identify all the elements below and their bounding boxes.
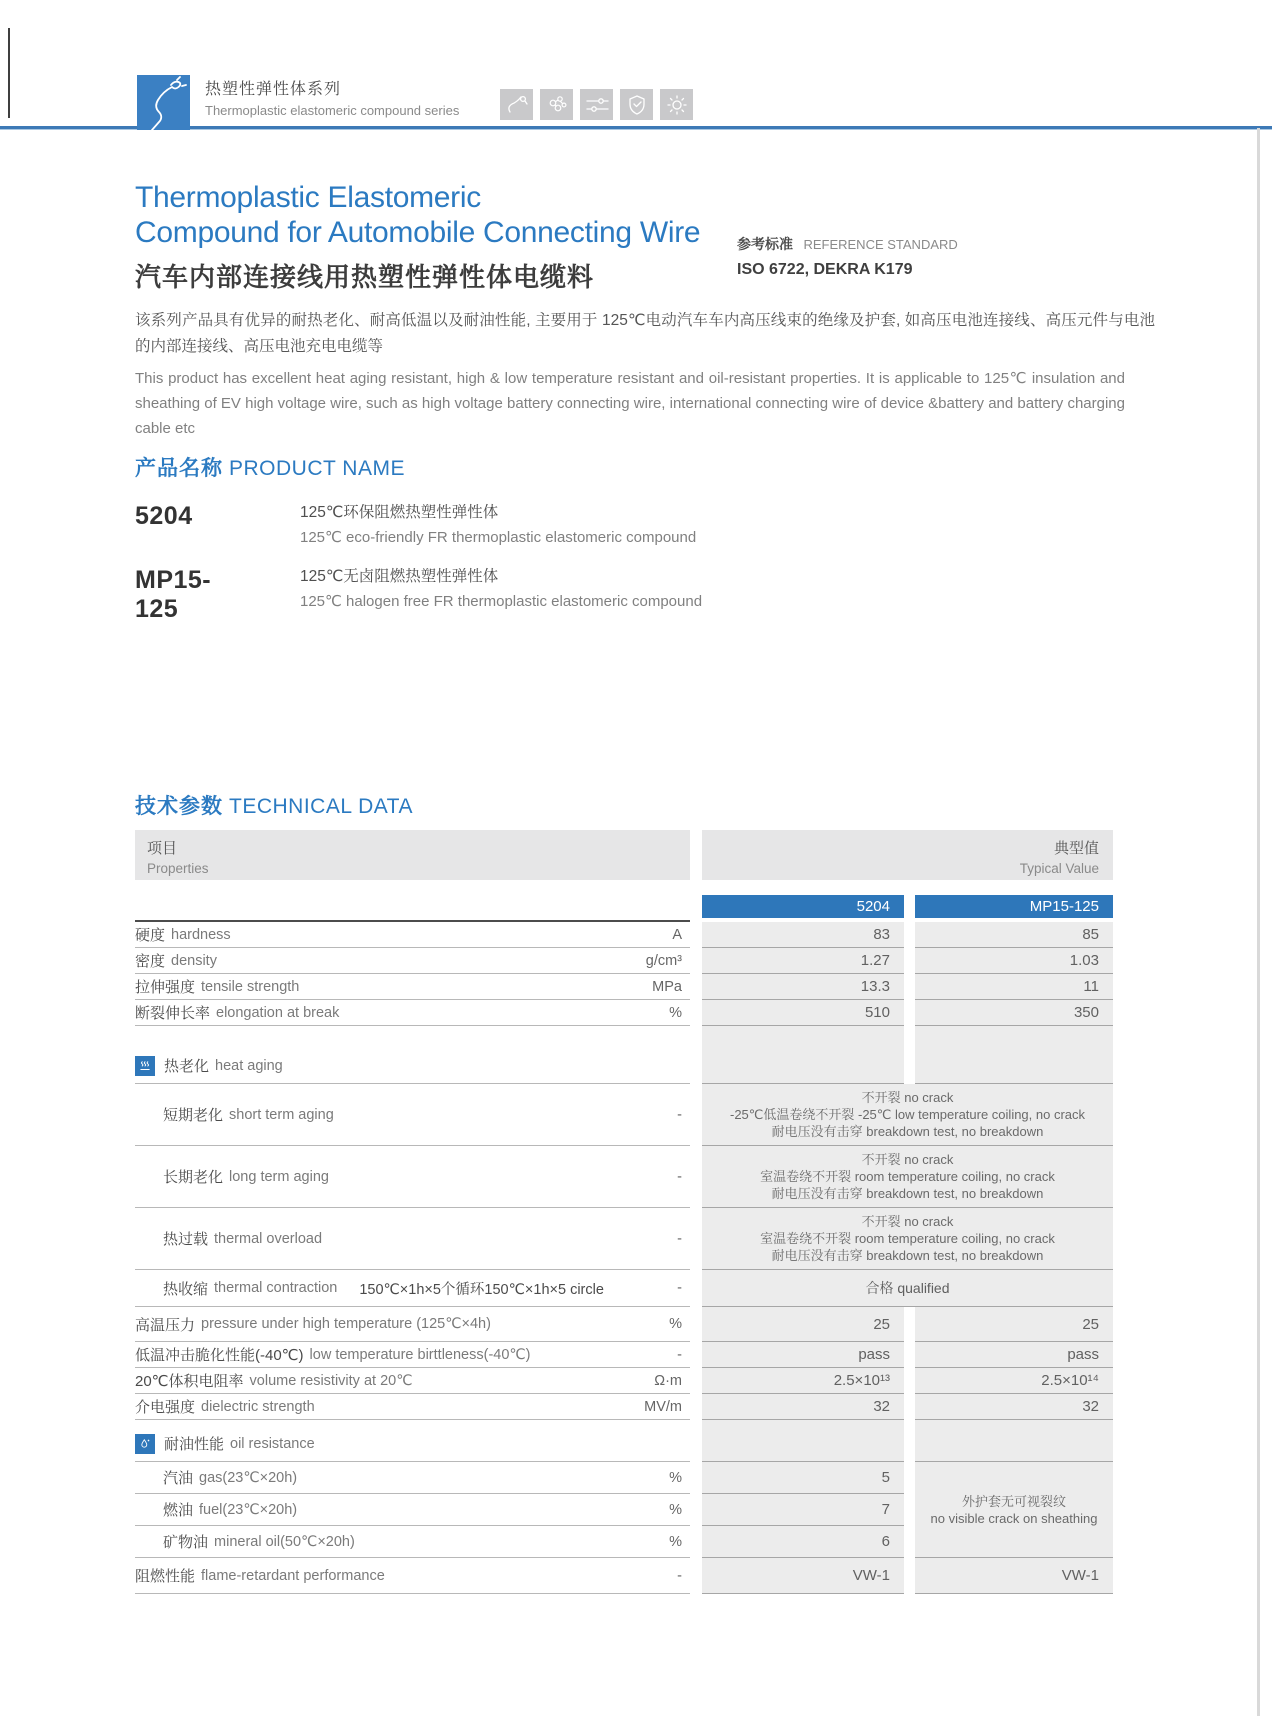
value-5204: 32	[702, 1394, 904, 1420]
property-en: short term aging	[229, 1106, 334, 1123]
table-row-long-term-aging	[135, 1146, 1113, 1208]
value-5204: VW-1	[702, 1558, 904, 1594]
value-mp15: 32	[915, 1394, 1113, 1420]
unit: -	[677, 1280, 682, 1296]
series-title-en: Thermoplastic elastomeric compound series	[205, 103, 460, 118]
result-line: 不开裂 no crack	[861, 1214, 954, 1229]
result-line: -25℃低温卷绕不开裂 -25℃ low temperature coiling, no crack	[729, 1107, 1086, 1122]
property-en: tensile strength	[201, 978, 300, 995]
technical-heading-en: TECHNICAL DATA	[229, 795, 413, 818]
section-label-cn: 热老化	[164, 1058, 210, 1075]
table-row-short-term-aging	[135, 1084, 1113, 1146]
product-name-heading-en: PRODUCT NAME	[229, 457, 405, 480]
property-cn: 密度	[135, 953, 166, 970]
value-5204: 510	[702, 1000, 904, 1026]
result-line: 耐电压没有击穿 breakdown test, no breakdown	[771, 1248, 1044, 1263]
intro-paragraph-cn: 该系列产品具有优异的耐热老化、耐高低温以及耐油性能, 主要用于 125℃电动汽车车内高压线束的绝缘及护套, 如高压电池连接线、高压元件与电池的内部连接线、高压电池充电电缆等	[135, 312, 1155, 355]
unit: %	[669, 1501, 682, 1518]
reference-label-en: REFERENCE STANDARD	[803, 237, 958, 252]
value-5204: 1.27	[702, 948, 904, 974]
value-5204: pass	[702, 1342, 904, 1368]
typical-value-column-header	[702, 830, 1113, 880]
unit: %	[669, 1316, 682, 1332]
value-mp15: 1.03	[915, 948, 1113, 974]
unit: -	[677, 1106, 682, 1123]
value-5204: 6	[702, 1526, 904, 1558]
section-label-en: oil resistance	[230, 1435, 315, 1452]
section-heat-aging	[135, 1026, 1113, 1084]
table-header	[135, 830, 1113, 880]
reference-standard	[737, 234, 1157, 279]
product-desc-en: 125℃ eco-friendly FR thermoplastic elastomeric compound	[300, 529, 697, 546]
result-line: 耐电压没有击穿 breakdown test, no breakdown	[771, 1186, 1044, 1201]
section-label-cn: 耐油性能	[164, 1436, 225, 1453]
result-line: 不开裂 no crack	[861, 1152, 954, 1167]
property-cn: 介电强度	[135, 1399, 196, 1416]
oil-resistance-rows	[135, 1462, 1113, 1558]
table-row-elongation	[135, 1000, 1113, 1026]
title-en-line2: Compound for Automobile Connecting Wire	[135, 216, 701, 249]
empty-cell	[702, 1026, 904, 1084]
property-en: gas(23℃×20h)	[199, 1469, 298, 1486]
value-mp15: VW-1	[915, 1558, 1113, 1594]
merged-result	[702, 1146, 1113, 1208]
series-title-cn: 热塑性弹性体系列	[205, 81, 342, 98]
property-cn: 燃油	[163, 1502, 194, 1519]
gear-icon	[660, 89, 693, 120]
value-mp15: pass	[915, 1342, 1113, 1368]
unit: %	[669, 1533, 682, 1550]
product-code: 5204	[135, 502, 193, 530]
product-desc-en: 125℃ halogen free FR thermoplastic elastomeric compound	[300, 593, 703, 610]
unit: -	[677, 1346, 682, 1363]
result-line: 室温卷绕不开裂 room temperature coiling, no crack	[760, 1231, 1055, 1246]
value-5204: 83	[702, 922, 904, 948]
unit: -	[677, 1168, 682, 1185]
reference-label-cn: 参考标准	[737, 236, 793, 252]
property-cn: 高温压力	[135, 1316, 196, 1334]
value-5204: 13.3	[702, 974, 904, 1000]
table-row-density	[135, 948, 1113, 974]
result-line: 外护套无可视裂纹	[961, 1493, 1066, 1509]
value-5204: 7	[702, 1494, 904, 1526]
result-line: 合格 qualified	[865, 1279, 950, 1296]
result-line: 室温卷绕不开裂 room temperature coiling, no crack	[760, 1169, 1055, 1184]
property-cn: 短期老化	[163, 1107, 224, 1124]
product-desc-cn: 125℃无卤阻燃热塑性弹性体	[300, 568, 499, 585]
table-row-dielectric-strength	[135, 1394, 1113, 1420]
value-5204: 2.5×10¹³	[702, 1368, 904, 1394]
property-en: long term aging	[229, 1168, 329, 1185]
value-mp15: 85	[915, 922, 1113, 948]
property-cn: 长期老化	[163, 1169, 224, 1186]
page-corner-mark	[8, 28, 10, 118]
result-line: no visible crack on sheathing	[930, 1510, 1098, 1526]
product-name-heading	[135, 452, 405, 482]
technical-heading-cn: 技术参数	[135, 795, 223, 818]
properties-column-header	[135, 830, 690, 880]
value-mp15: 2.5×10¹⁴	[915, 1368, 1113, 1394]
typical-value-header-cn: 典型值	[1053, 840, 1099, 857]
title-en-line1: Thermoplastic Elastomeric	[135, 181, 481, 214]
section-oil-resistance	[135, 1420, 1113, 1462]
unit: MPa	[652, 978, 682, 995]
unit: %	[669, 1004, 682, 1021]
property-en: dielectric strength	[201, 1398, 315, 1415]
property-en: thermal overload	[214, 1230, 323, 1247]
unit: Ω·m	[654, 1372, 682, 1389]
product-code: MP15-125	[135, 566, 212, 623]
unit: g/cm³	[645, 952, 682, 969]
properties-header-en: Properties	[147, 861, 209, 876]
title-cn: 汽车内部连接线用热塑性弹性体电缆料	[135, 262, 595, 292]
table-row-volume-resistivity	[135, 1368, 1113, 1394]
category-icon-strip	[500, 89, 693, 120]
property-en: volume resistivity at 20℃	[249, 1372, 413, 1389]
table-row-pressure	[135, 1307, 1113, 1342]
property-cn: 拉伸强度	[135, 979, 196, 996]
table-row-tensile-strength	[135, 974, 1113, 1000]
technical-data-table	[135, 830, 1113, 1594]
property-en: fuel(23℃×20h)	[199, 1501, 298, 1518]
unit: MV/m	[644, 1398, 682, 1415]
grade-column-headers	[135, 895, 1113, 918]
merged-result	[702, 1208, 1113, 1270]
merged-result-mp15	[915, 1462, 1113, 1558]
table-row-thermal-contraction	[135, 1270, 1113, 1307]
value-5204: 5	[702, 1462, 904, 1494]
shield-icon	[620, 89, 653, 120]
property-en: elongation at break	[216, 1004, 340, 1021]
page-right-border	[1257, 128, 1260, 1716]
property-cn: 热过载	[163, 1231, 209, 1248]
table-row-fuel	[135, 1494, 904, 1526]
oil-drop-icon	[135, 1434, 155, 1454]
property-cn: 矿物油	[163, 1534, 209, 1551]
unit: %	[669, 1469, 682, 1486]
wire-icon	[137, 75, 190, 130]
intro-paragraph-en: This product has excellent heat aging resistant, high & low temperature resistant and oil-resistant properties. It is applicable to 125℃ insulation and sheathing of EV high voltage wire, such as high voltage battery connecting wire, international connecting wire of device &battery and battery charging cable etc	[135, 370, 1125, 437]
product-desc-cn: 125℃环保阻燃热塑性弹性体	[300, 504, 499, 521]
test-condition: 150℃×1h×5个循环150℃×1h×5 circle	[359, 1281, 604, 1298]
property-cn: 低温冲击脆化性能(-40℃)	[135, 1347, 304, 1364]
column-header-5204: 5204	[702, 895, 904, 918]
technical-data-heading	[135, 790, 413, 820]
property-cn: 汽油	[163, 1470, 194, 1487]
empty-cell	[915, 1026, 1113, 1084]
section-label-en: heat aging	[215, 1057, 283, 1074]
intro-paragraphs	[135, 308, 1155, 441]
empty-cell	[915, 1420, 1113, 1462]
molecule-icon	[540, 89, 573, 120]
cable-icon	[500, 89, 533, 120]
merged-result	[702, 1270, 1113, 1307]
value-mp15: 25	[915, 1307, 1113, 1342]
unit: -	[677, 1230, 682, 1247]
table-row-flame-retardant	[135, 1558, 1113, 1594]
table-row-gas	[135, 1462, 904, 1494]
heat-icon	[135, 1056, 155, 1076]
merged-result	[702, 1084, 1113, 1146]
document-title	[135, 180, 700, 294]
slider-icon	[580, 89, 613, 120]
typical-value-header-en: Typical Value	[1019, 861, 1099, 876]
result-line: 耐电压没有击穿 breakdown test, no breakdown	[771, 1124, 1044, 1139]
series-title	[205, 76, 459, 118]
property-cn: 断裂伸长率	[135, 1005, 211, 1022]
header-rule	[0, 126, 1272, 130]
property-en: mineral oil(50℃×20h)	[214, 1533, 355, 1550]
empty-cell	[702, 1420, 904, 1462]
reference-value: ISO 6722, DEKRA K179	[737, 261, 913, 278]
property-cn: 硬度	[135, 927, 166, 944]
properties-header-cn: 项目	[147, 840, 178, 857]
column-header-mp15-125: MP15-125	[915, 895, 1113, 918]
value-mp15: 350	[915, 1000, 1113, 1026]
property-en: hardness	[171, 926, 231, 943]
table-row-brittleness	[135, 1342, 1113, 1368]
property-en: density	[171, 952, 217, 969]
table-row-hardness	[135, 922, 1113, 948]
property-en: low temperature birttleness(-40℃)	[309, 1346, 531, 1363]
property-cn: 阻燃性能	[135, 1568, 196, 1585]
property-cn: 热收缩	[163, 1280, 209, 1298]
property-en: pressure under high temperature (125℃×4h)	[201, 1316, 491, 1332]
property-en: thermal contraction	[214, 1280, 338, 1296]
table-row-thermal-overload	[135, 1208, 1113, 1270]
series-logo	[137, 75, 190, 130]
product-name-heading-cn: 产品名称	[135, 457, 223, 480]
value-mp15: 11	[915, 974, 1113, 1000]
unit: A	[672, 926, 682, 943]
property-en: flame-retardant performance	[201, 1567, 385, 1584]
value-5204: 25	[702, 1307, 904, 1342]
property-cn: 20℃体积电阻率	[135, 1373, 244, 1390]
unit: -	[677, 1567, 682, 1584]
table-row-mineral-oil	[135, 1526, 904, 1558]
result-line: 不开裂 no crack	[861, 1090, 954, 1105]
